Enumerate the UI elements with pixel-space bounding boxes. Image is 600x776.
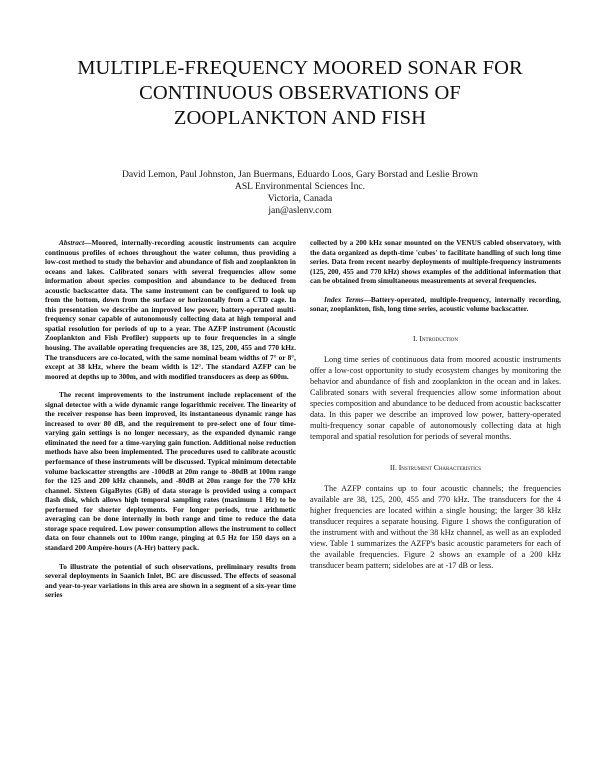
author-location: Victoria, Canada: [267, 193, 333, 204]
section-heading-introduction: I. Introduction: [413, 333, 458, 343]
title-line-3: ZOOPLANKTON AND FISH: [173, 107, 427, 129]
index-terms: [310, 295, 561, 314]
left-column: [45, 238, 296, 600]
section-heading-instrument-characteristics: II. Instrument Characteristics: [389, 462, 482, 472]
abstract-label: Abstract: [59, 238, 85, 247]
title-line-1: MULTIPLE-FREQUENCY MOORED SONAR FOR: [77, 57, 523, 79]
instrument-characteristics-text: The AZFP contains up to four acoustic channels; the frequencies available are 38, 125, 200, 455 and 770 kHz. The transducers for the 4 higher frequencies are located within a single housing; the larger 38 kHz transducer requires a separate housing. Figure 1 shows the configuration of the instrument with and without the 38 kHz channel, as well as an exploded view. Table 1 summarizes the AZFP's basic acoustic parameters for each of the available frequencies. Figure 2 shows an example of a 200 kHz transducer beam pattern; sidelobes are at -17 dB or less.: [310, 484, 561, 570]
introduction-text: Long time series of continuous data from moored acoustic instruments offer a low-cost opportunity to study ecosystem changes by monitoring the behavior and abundance of fish and zooplankton in the ocean and in lakes. Calibrated sonars with several frequencies allow some information about species composition and abundance to be deduced from acoustic backscatter data. In this paper we describe an improved low power, battery-operated multi-frequency sonar capable of autonomously collecting data at high temporal and spatial resolution for periods of several months.: [310, 355, 561, 441]
author-affiliation: ASL Environmental Sciences Inc.: [234, 181, 366, 192]
author-names: David Lemon, Paul Johnston, Jan Buermans, Eduardo Loos, Gary Borstad and Leslie Brown: [122, 169, 478, 180]
abstract-paragraph-3-continued: collected by a 200 kHz sonar mounted on the VENUS cabled observatory, with the data organized as depth-time 'cubes' to facilitate handling of such long time series. Data from recent nearby deployments of multiple-frequency instruments (125, 200, 455 and 770 kHz) shows examples of the additional information that can be obtained from simultaneous measurements at several frequencies.: [310, 238, 561, 286]
author-block: [30, 169, 570, 217]
author-email: jan@aslenv.com: [268, 205, 332, 216]
abstract-paragraph-2: The recent improvements to the instrument include replacement of the signal detector with a wide dynamic range logarithmic receiver. The linearity of the receiver response has been improved, its instantaneous dynamic range has increased to over 80 dB, and the requirement to pre-select one of four time-varying gain settings is no longer necessary, as the expanded dynamic range eliminated the need for a time-varying gain function. Additional noise reduction methods have also been implemented. The procedures used to calibrate acoustic performance of these instruments will be discussed. Typical minimum detectable volume backscatter strengths are -100dB at 20m range to -80dB at 100m range for the 125 and 200 kHz channels, and -80dB at 20m range for the 770 kHz channel. Sixteen GigaBytes (GB) of data storage is provided using a compact flash disk, which allows high temporal sampling rates (maximum 1 Hz) to be performed for shorter deployments. For longer periods, true arithmetic averaging can be done internally in both range and time to reduce the data storage space required. Low power consumption allows the instrument to collect data on four channels out to 100m range, pinging at 0.5 Hz for 150 days on a standard 200 Ampère-hours (A-Hr) battery pack.: [45, 390, 296, 552]
index-terms-label: Index Terms: [324, 294, 364, 304]
title-line-2: CONTINUOUS OBSERVATIONS OF: [139, 82, 461, 104]
index-terms-text: —Battery-operated, multiple-frequency, internally recording, sonar, zooplankton, fish, long time series, acoustic volume backscatter.: [310, 294, 562, 314]
abstract-text-1: —Moored, internally-recording acoustic instruments can acquire continuous profiles of echoes throughout the water column, thus providing a low-cost method to study the behavior and abundance of fish and zooplankton in oceans and lakes. Calibrated sonars with several frequencies allow some information about species composition and abundance to be deduced from acoustic backscatter data. The same instrument can be configured to look up from the bottom, down from the surface or horizontally from a CTD cage. In this presentation we describe an improved low power, battery-operated multi-frequency sonar capable of autonomously collecting data at high temporal and spatial resolution for periods of up to a year. The AZFP instrument (Acoustic Zooplankton and Fish Profiler) supports up to four frequencies in a single housing. The available operating frequencies are 38, 125, 200, 455 and 770 kHz. The transducers are co-located, with the same nominal beam widths of 7° or 8°, except at 38 kHz, where the beam width is 12°. The standard AZFP can be moored at depths up to 300m, and with modified transducers as deep as 600m.: [45, 238, 296, 381]
right-column: [310, 238, 561, 571]
abstract-paragraph-3: To illustrate the potential of such observations, preliminary results from several deployments in Saanich Inlet, BC are discussed. The effects of seasonal and year-to-year variations in this area are shown in a segment of a six-year time series: [45, 561, 296, 600]
abstract-paragraph-1: [45, 238, 296, 381]
paper-title: [30, 56, 570, 131]
